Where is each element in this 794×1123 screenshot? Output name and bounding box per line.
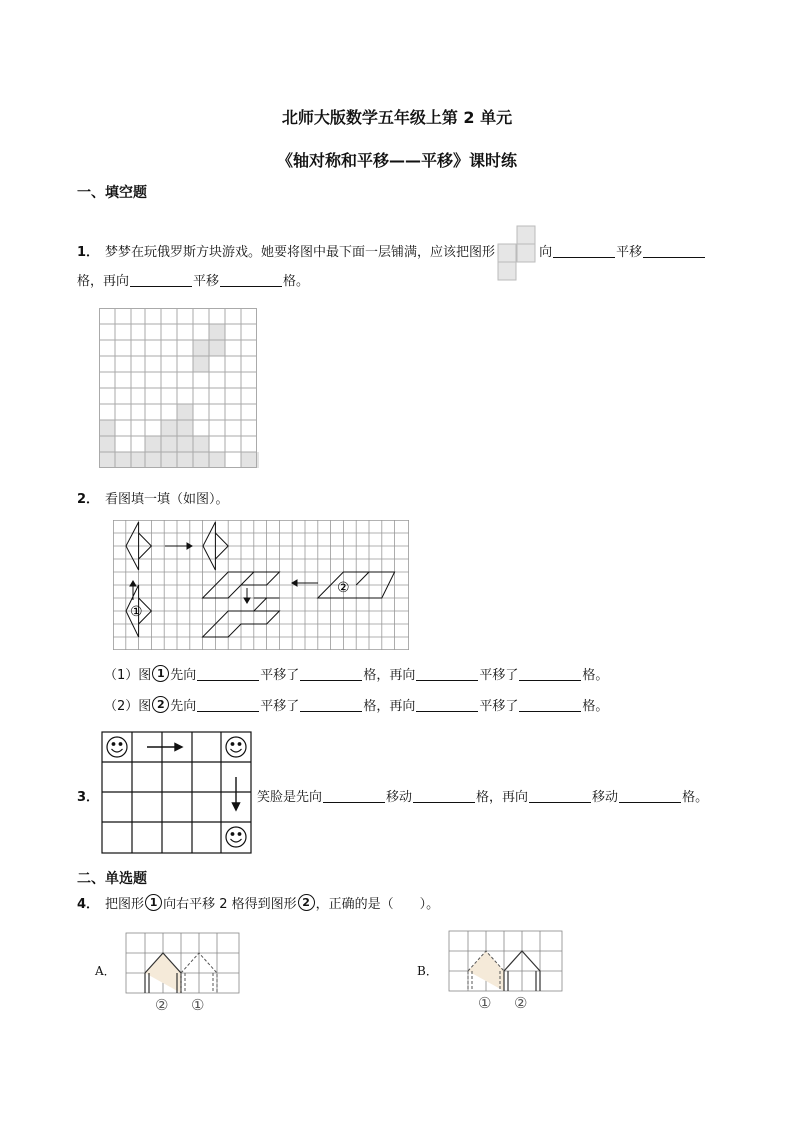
answer-blank[interactable] — [529, 788, 591, 803]
smiley-grid-figure — [101, 731, 253, 855]
text-fragment: 格。 — [582, 668, 609, 683]
answer-blank[interactable] — [519, 666, 581, 681]
answer-blank[interactable] — [416, 666, 478, 681]
text-fragment: 移动 — [386, 790, 413, 805]
option-b-shape-label-2: ② — [514, 994, 528, 1012]
circled-number: 1 — [152, 665, 169, 682]
shape-1-label: ① — [130, 604, 143, 620]
question-text: 梦梦在玩俄罗斯方块游戏。她要将图中最下面一层铺满，应该把图形 — [105, 244, 496, 260]
text-fragment: 笑脸是先向 — [257, 790, 323, 805]
question-text: 看图填一填（如图）。 — [105, 492, 229, 507]
question-number: 3． — [77, 790, 100, 805]
option-a-label[interactable]: A． — [95, 964, 116, 978]
question-2-sub-1 — [104, 664, 608, 683]
circled-number: 2 — [298, 894, 315, 911]
arrow-icon — [147, 744, 240, 811]
text-fragment: 先向 — [170, 668, 197, 683]
text-fragment: 把图形 — [105, 897, 145, 912]
text-fragment: 平移了 — [260, 668, 300, 683]
option-b-shape-label-1: ① — [478, 994, 492, 1012]
text-fragment: 平移了 — [479, 668, 519, 683]
answer-blank[interactable] — [323, 788, 385, 803]
option-b-label[interactable]: B． — [417, 964, 438, 978]
answer-blank[interactable] — [416, 697, 478, 712]
question-2-heading — [77, 488, 229, 507]
translation-grid-figure — [113, 520, 410, 650]
text-fragment: ，正确的是（ ）。 — [315, 897, 440, 912]
page-subtitle: 《轴对称和平移——平移》课时练 — [276, 151, 517, 170]
question-number: 1． — [77, 244, 100, 260]
smiley-icon — [226, 827, 246, 847]
smiley-icon — [107, 737, 127, 757]
text-fragment: 平移 — [616, 244, 643, 260]
text-fragment: 格。 — [582, 699, 609, 714]
tetromino-shape-icon — [497, 225, 537, 281]
answer-blank[interactable] — [619, 788, 681, 803]
text-fragment: 平移了 — [479, 699, 519, 714]
question-4-text — [77, 893, 439, 912]
tetris-grid-figure — [99, 308, 259, 468]
question-number: 2． — [77, 492, 100, 507]
text-fragment: （1）图 — [104, 668, 152, 683]
option-b-figure[interactable] — [448, 930, 564, 1012]
option-a-shape-label-1: ① — [191, 996, 205, 1014]
answer-blank[interactable] — [130, 272, 192, 287]
text-fragment: 格，再向 — [363, 699, 416, 714]
answer-blank[interactable] — [413, 788, 475, 803]
question-1-line-2 — [77, 270, 309, 289]
text-fragment: 格。 — [283, 274, 310, 289]
text-fragment: 先向 — [170, 699, 197, 714]
question-2-sub-2 — [104, 695, 608, 714]
text-fragment: 向右平移 2 格得到图形 — [163, 897, 297, 912]
question-number: 4． — [77, 897, 100, 912]
text-fragment: 格，再向 — [363, 668, 416, 683]
answer-blank[interactable] — [553, 243, 615, 258]
question-3-text — [257, 786, 708, 805]
page-title: 北师大版数学五年级上第 2 单元 — [281, 108, 513, 127]
answer-blank[interactable] — [197, 697, 259, 712]
text-fragment: 格。 — [682, 790, 709, 805]
option-a-shape-label-2: ② — [155, 996, 169, 1014]
answer-blank[interactable] — [300, 697, 362, 712]
shape-2-label: ② — [337, 580, 350, 596]
answer-blank[interactable] — [197, 666, 259, 681]
text-fragment: 平移 — [193, 274, 220, 289]
answer-blank[interactable] — [300, 666, 362, 681]
text-fragment: 平移了 — [260, 699, 300, 714]
circled-number: 1 — [145, 894, 162, 911]
circled-number: 2 — [152, 696, 169, 713]
text-fragment: （2）图 — [104, 699, 152, 714]
option-a-figure[interactable] — [125, 932, 241, 1014]
answer-blank[interactable] — [220, 272, 282, 287]
text-fragment: 格，再向 — [476, 790, 529, 805]
answer-blank[interactable] — [519, 697, 581, 712]
text-fragment: 移动 — [592, 790, 619, 805]
text-fragment: 向 — [539, 244, 553, 260]
smiley-icon — [226, 737, 246, 757]
section-single-choice-heading: 二、单选题 — [77, 871, 147, 887]
section-fill-blank-heading: 一、填空题 — [77, 185, 147, 201]
text-fragment: 格，再向 — [77, 274, 130, 289]
answer-blank[interactable] — [643, 243, 705, 258]
